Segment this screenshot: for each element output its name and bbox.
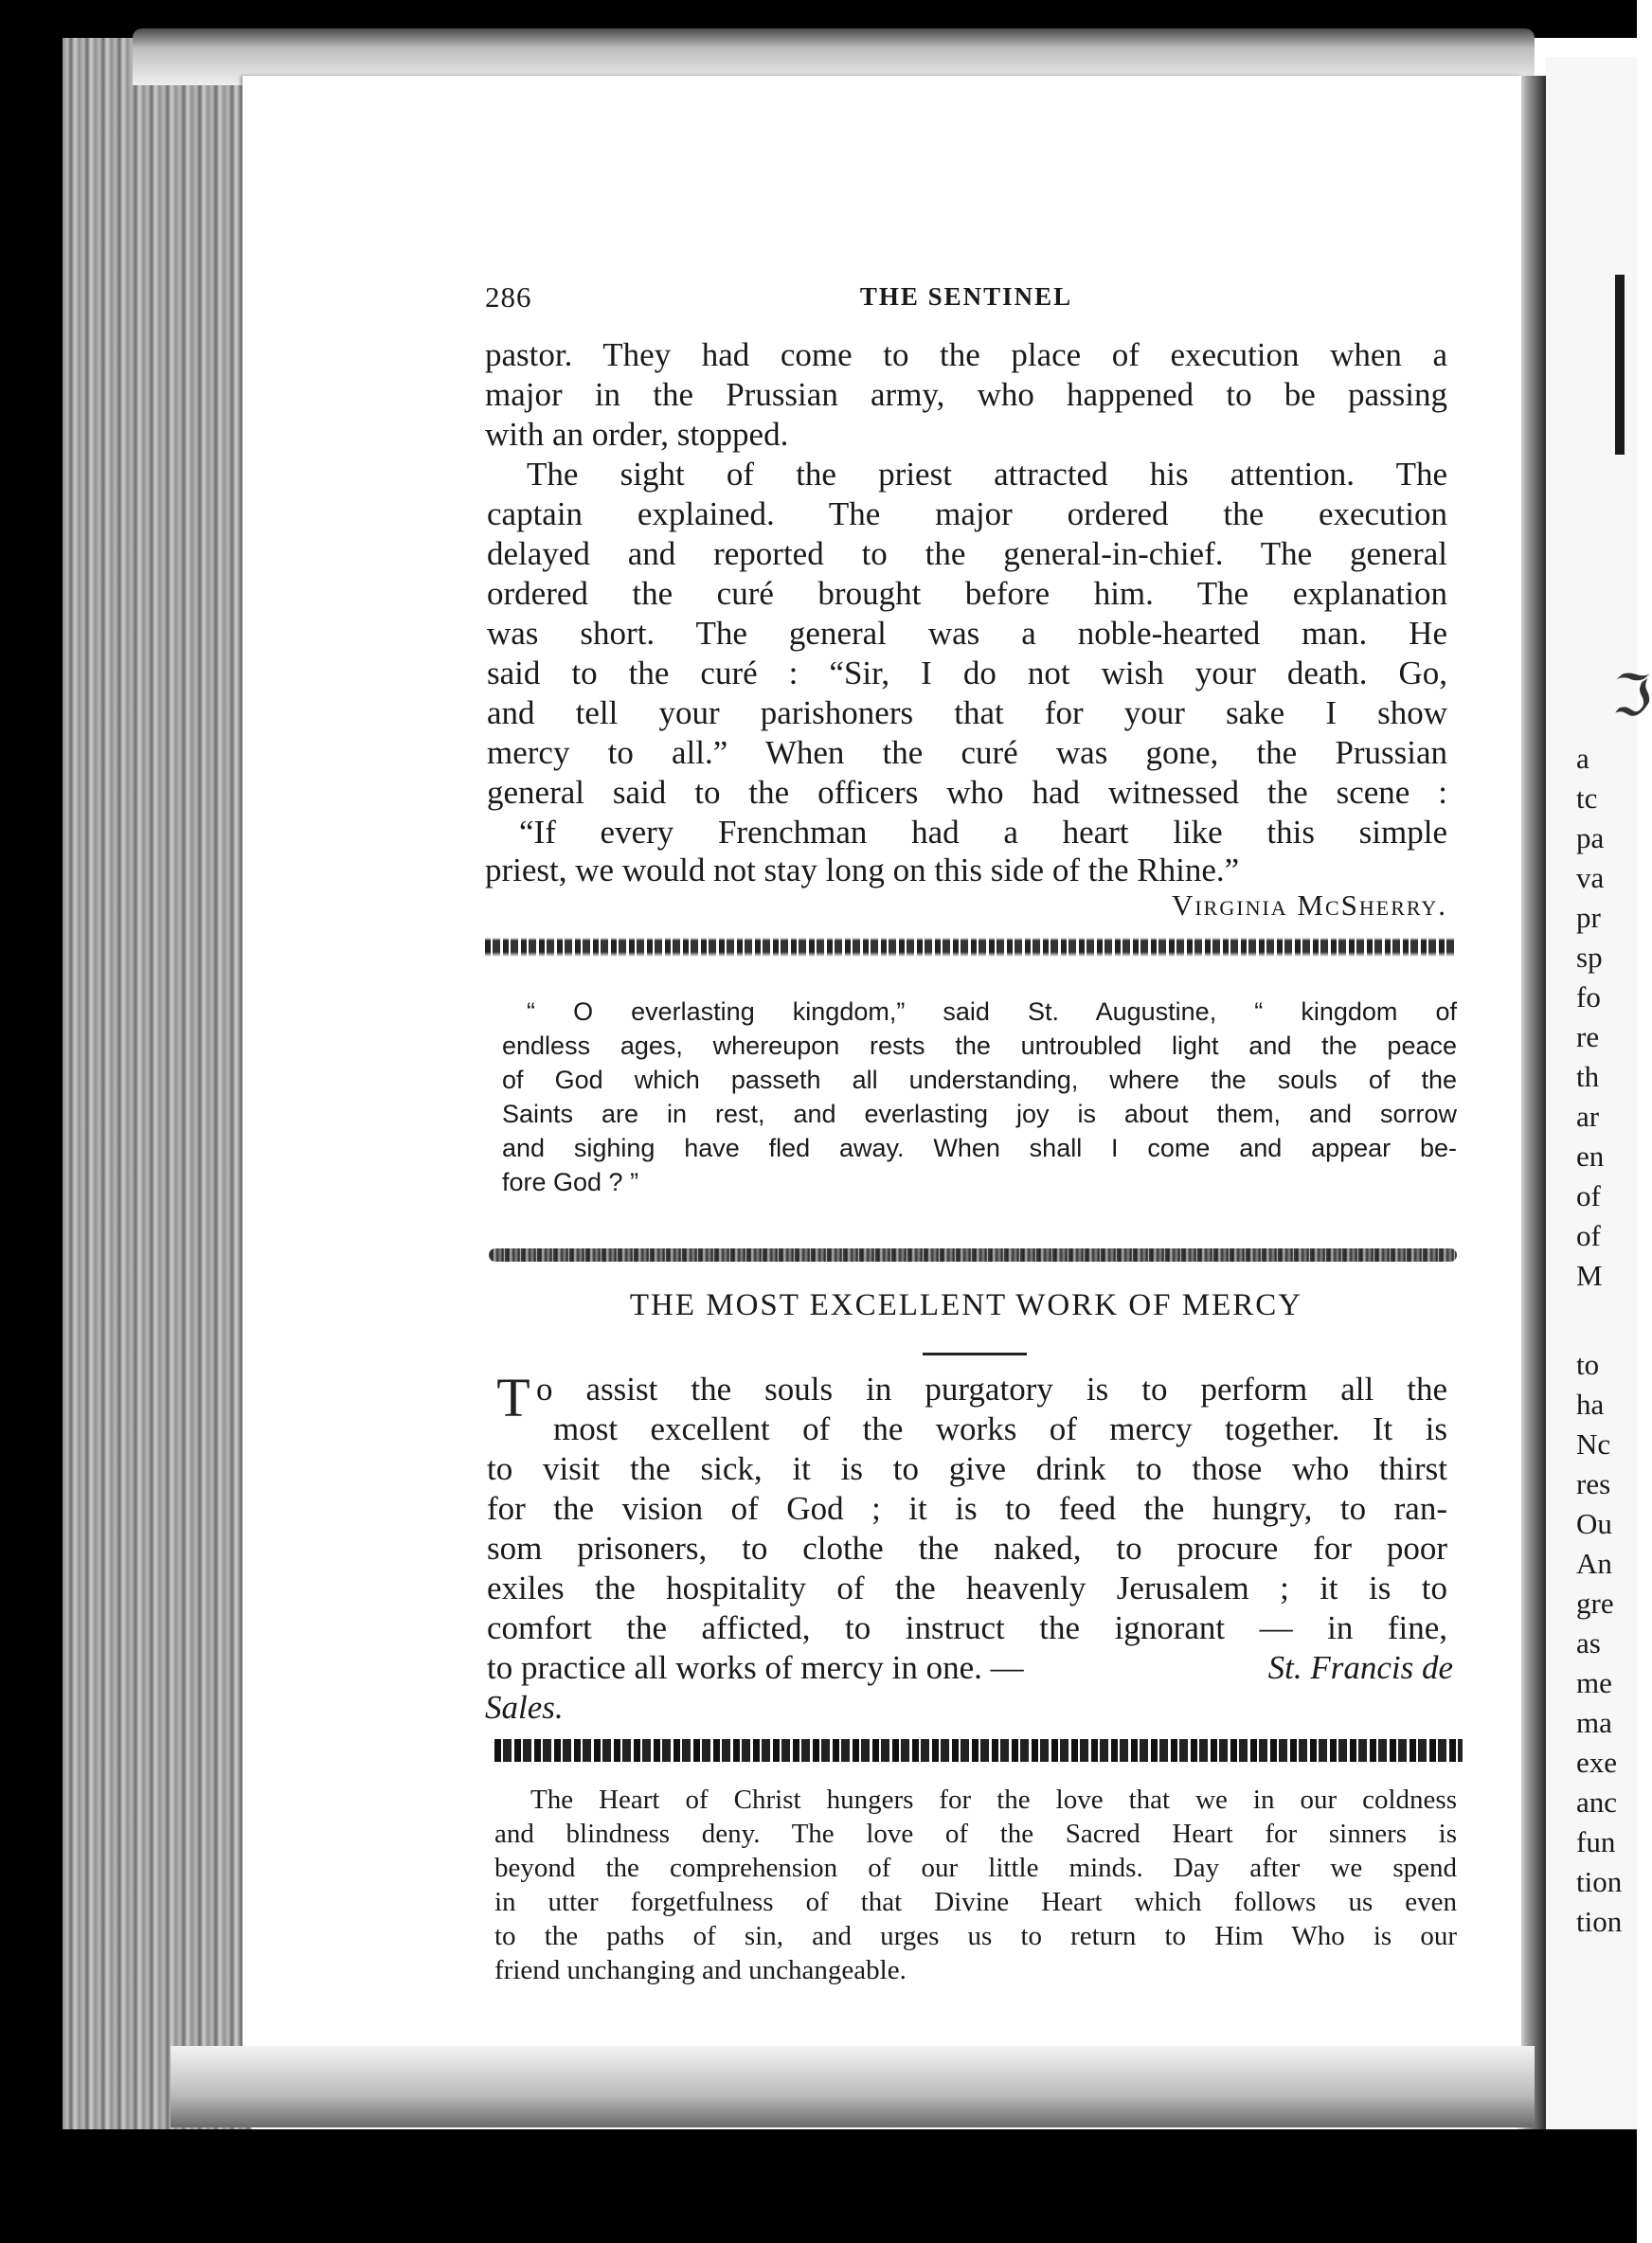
- section-line: exiles the hospitality of the heavenly Jerusalem ; it is to: [487, 1570, 1447, 1606]
- ornamental-rule: [494, 1739, 1463, 1762]
- facing-page-fragment: tc: [1576, 781, 1598, 815]
- attribution: Sales.: [485, 1689, 564, 1726]
- facing-page-fragment: to: [1576, 1348, 1600, 1381]
- facing-page-fragment: M: [1576, 1259, 1603, 1292]
- page-edges-bottom: [171, 2046, 1535, 2127]
- section-line: most excellent of the works of mercy together. It is: [553, 1410, 1447, 1447]
- drop-cap: T: [496, 1367, 530, 1428]
- closing-line: beyond the comprehension of our little minds. Day after we spend: [494, 1853, 1457, 1883]
- facing-page-fragment: An: [1576, 1547, 1612, 1580]
- closing-line: friend unchanging and unchangeable.: [494, 1955, 907, 1985]
- facing-page-fragment: th: [1576, 1060, 1600, 1093]
- facing-page-fragment: tion: [1576, 1865, 1623, 1898]
- facing-page-fragment: of: [1576, 1219, 1601, 1252]
- facing-page-initial: ℑ: [1612, 665, 1652, 727]
- facing-page-fragment: ha: [1576, 1388, 1605, 1421]
- facing-page-fragment: exe: [1576, 1746, 1618, 1779]
- quote-line: Saints are in rest, and everlasting joy is about them, and sorrow: [502, 1100, 1457, 1128]
- section-line: to practice all works of mercy in one. —: [487, 1649, 1024, 1686]
- scan-border-bottom: [0, 2129, 1637, 2243]
- section-line: som prisoners, to clothe the naked, to procure for poor: [487, 1530, 1447, 1567]
- closing-line: The Heart of Christ hungers for the love that we in our coldness: [530, 1785, 1457, 1815]
- article-line: general said to the officers who had witnessed the scene :: [487, 774, 1447, 811]
- facing-page-fragment: sp: [1576, 941, 1603, 974]
- facing-page-fragment: of: [1576, 1179, 1601, 1212]
- facing-page-fragment: pr: [1576, 901, 1601, 934]
- facing-page-fragment: pa: [1576, 821, 1605, 854]
- facing-page-fragment: me: [1576, 1666, 1612, 1699]
- article-line: was short. The general was a noble-hearted man. He: [487, 615, 1447, 652]
- article-line: and tell your parishoners that for your sake I show: [487, 694, 1447, 731]
- article-line: priest, we would not stay long on this side of the Rhine.”: [485, 852, 1240, 888]
- quote-line: fore God ? ”: [502, 1168, 639, 1196]
- closing-line: in utter forgetfulness of that Divine Heart which follows us even: [494, 1887, 1457, 1917]
- running-head: [485, 280, 1447, 318]
- facing-page-fragment: a: [1576, 742, 1589, 775]
- facing-page-fragment: as: [1576, 1626, 1601, 1660]
- facing-page-fragment: anc: [1576, 1785, 1618, 1819]
- closing-line: to the paths of sin, and urges us to return to Him Who is our: [494, 1921, 1457, 1951]
- facing-page-fragment: Ou: [1576, 1507, 1612, 1540]
- heading-rule: [923, 1353, 1027, 1355]
- article-line: ordered the curé brought before him. The explanation: [487, 575, 1447, 612]
- section-line: o assist the souls in purgatory is to perform all the: [536, 1371, 1447, 1408]
- scan-border-left: [0, 0, 63, 2243]
- article-line: major in the Prussian army, who happened to be passing: [485, 376, 1447, 413]
- attribution: St. Francis de: [1267, 1649, 1453, 1686]
- article-line: said to the curé : “Sir, I do not wish your death. Go,: [487, 655, 1447, 691]
- page-number: 286: [485, 280, 532, 314]
- ornamental-rule: [485, 938, 1455, 957]
- quote-line: of God which passeth all understanding, where the souls of the: [502, 1066, 1457, 1094]
- quote-line: “ O everlasting kingdom,” said St. Augustine, “ kingdom of: [527, 997, 1457, 1026]
- facing-page-fragment: en: [1576, 1139, 1605, 1173]
- running-title: THE SENTINEL: [859, 282, 1073, 311]
- quote-line: and sighing have fled away. When shall I come and appear be-: [502, 1134, 1457, 1162]
- article-line: The sight of the priest attracted his attention. The: [527, 456, 1447, 493]
- facing-page-fragment: ar: [1576, 1100, 1600, 1133]
- article-byline: Virginia McSherry.: [1171, 888, 1447, 922]
- article-line: captain explained. The major ordered the execution: [487, 495, 1447, 532]
- article-line: “If every Frenchman had a heart like this simple: [519, 814, 1447, 851]
- facing-page-fragment: fo: [1576, 980, 1601, 1014]
- quote-line: endless ages, whereupon rests the untroubled light and the peace: [502, 1032, 1457, 1060]
- facing-page-fragment: ma: [1576, 1706, 1612, 1739]
- facing-page-fragment: va: [1576, 861, 1605, 894]
- facing-page-fragment: tion: [1576, 1905, 1623, 1938]
- section-heading: THE MOST EXCELLENT WORK OF MERCY: [629, 1288, 1303, 1322]
- section-line: to visit the sick, it is to give drink to those who thirst: [487, 1450, 1447, 1487]
- article-line: mercy to all.” When the curé was gone, the Prussian: [487, 734, 1447, 771]
- facing-page-fragment: res: [1576, 1467, 1611, 1500]
- page-edges-left: [63, 38, 252, 2129]
- facing-page-fragment: fun: [1576, 1825, 1616, 1858]
- article-line: with an order, stopped.: [485, 416, 789, 453]
- section-line: comfort the afficted, to instruct the ignorant — in fine,: [487, 1609, 1447, 1646]
- facing-page-fragment: Nc: [1576, 1427, 1611, 1461]
- facing-page-fragment: re: [1576, 1020, 1600, 1053]
- section-line: for the vision of God ; it is to feed the hungry, to ran-: [487, 1490, 1447, 1527]
- closing-line: and blindness deny. The love of the Sacred Heart for sinners is: [494, 1819, 1457, 1849]
- facing-page-mark: [1615, 275, 1625, 455]
- article-line: delayed and reported to the general-in-chief. The general: [487, 535, 1447, 572]
- ornamental-rule: [489, 1248, 1457, 1262]
- facing-page-fragment: gre: [1576, 1587, 1614, 1620]
- article-line: pastor. They had come to the place of execution when a: [485, 336, 1447, 373]
